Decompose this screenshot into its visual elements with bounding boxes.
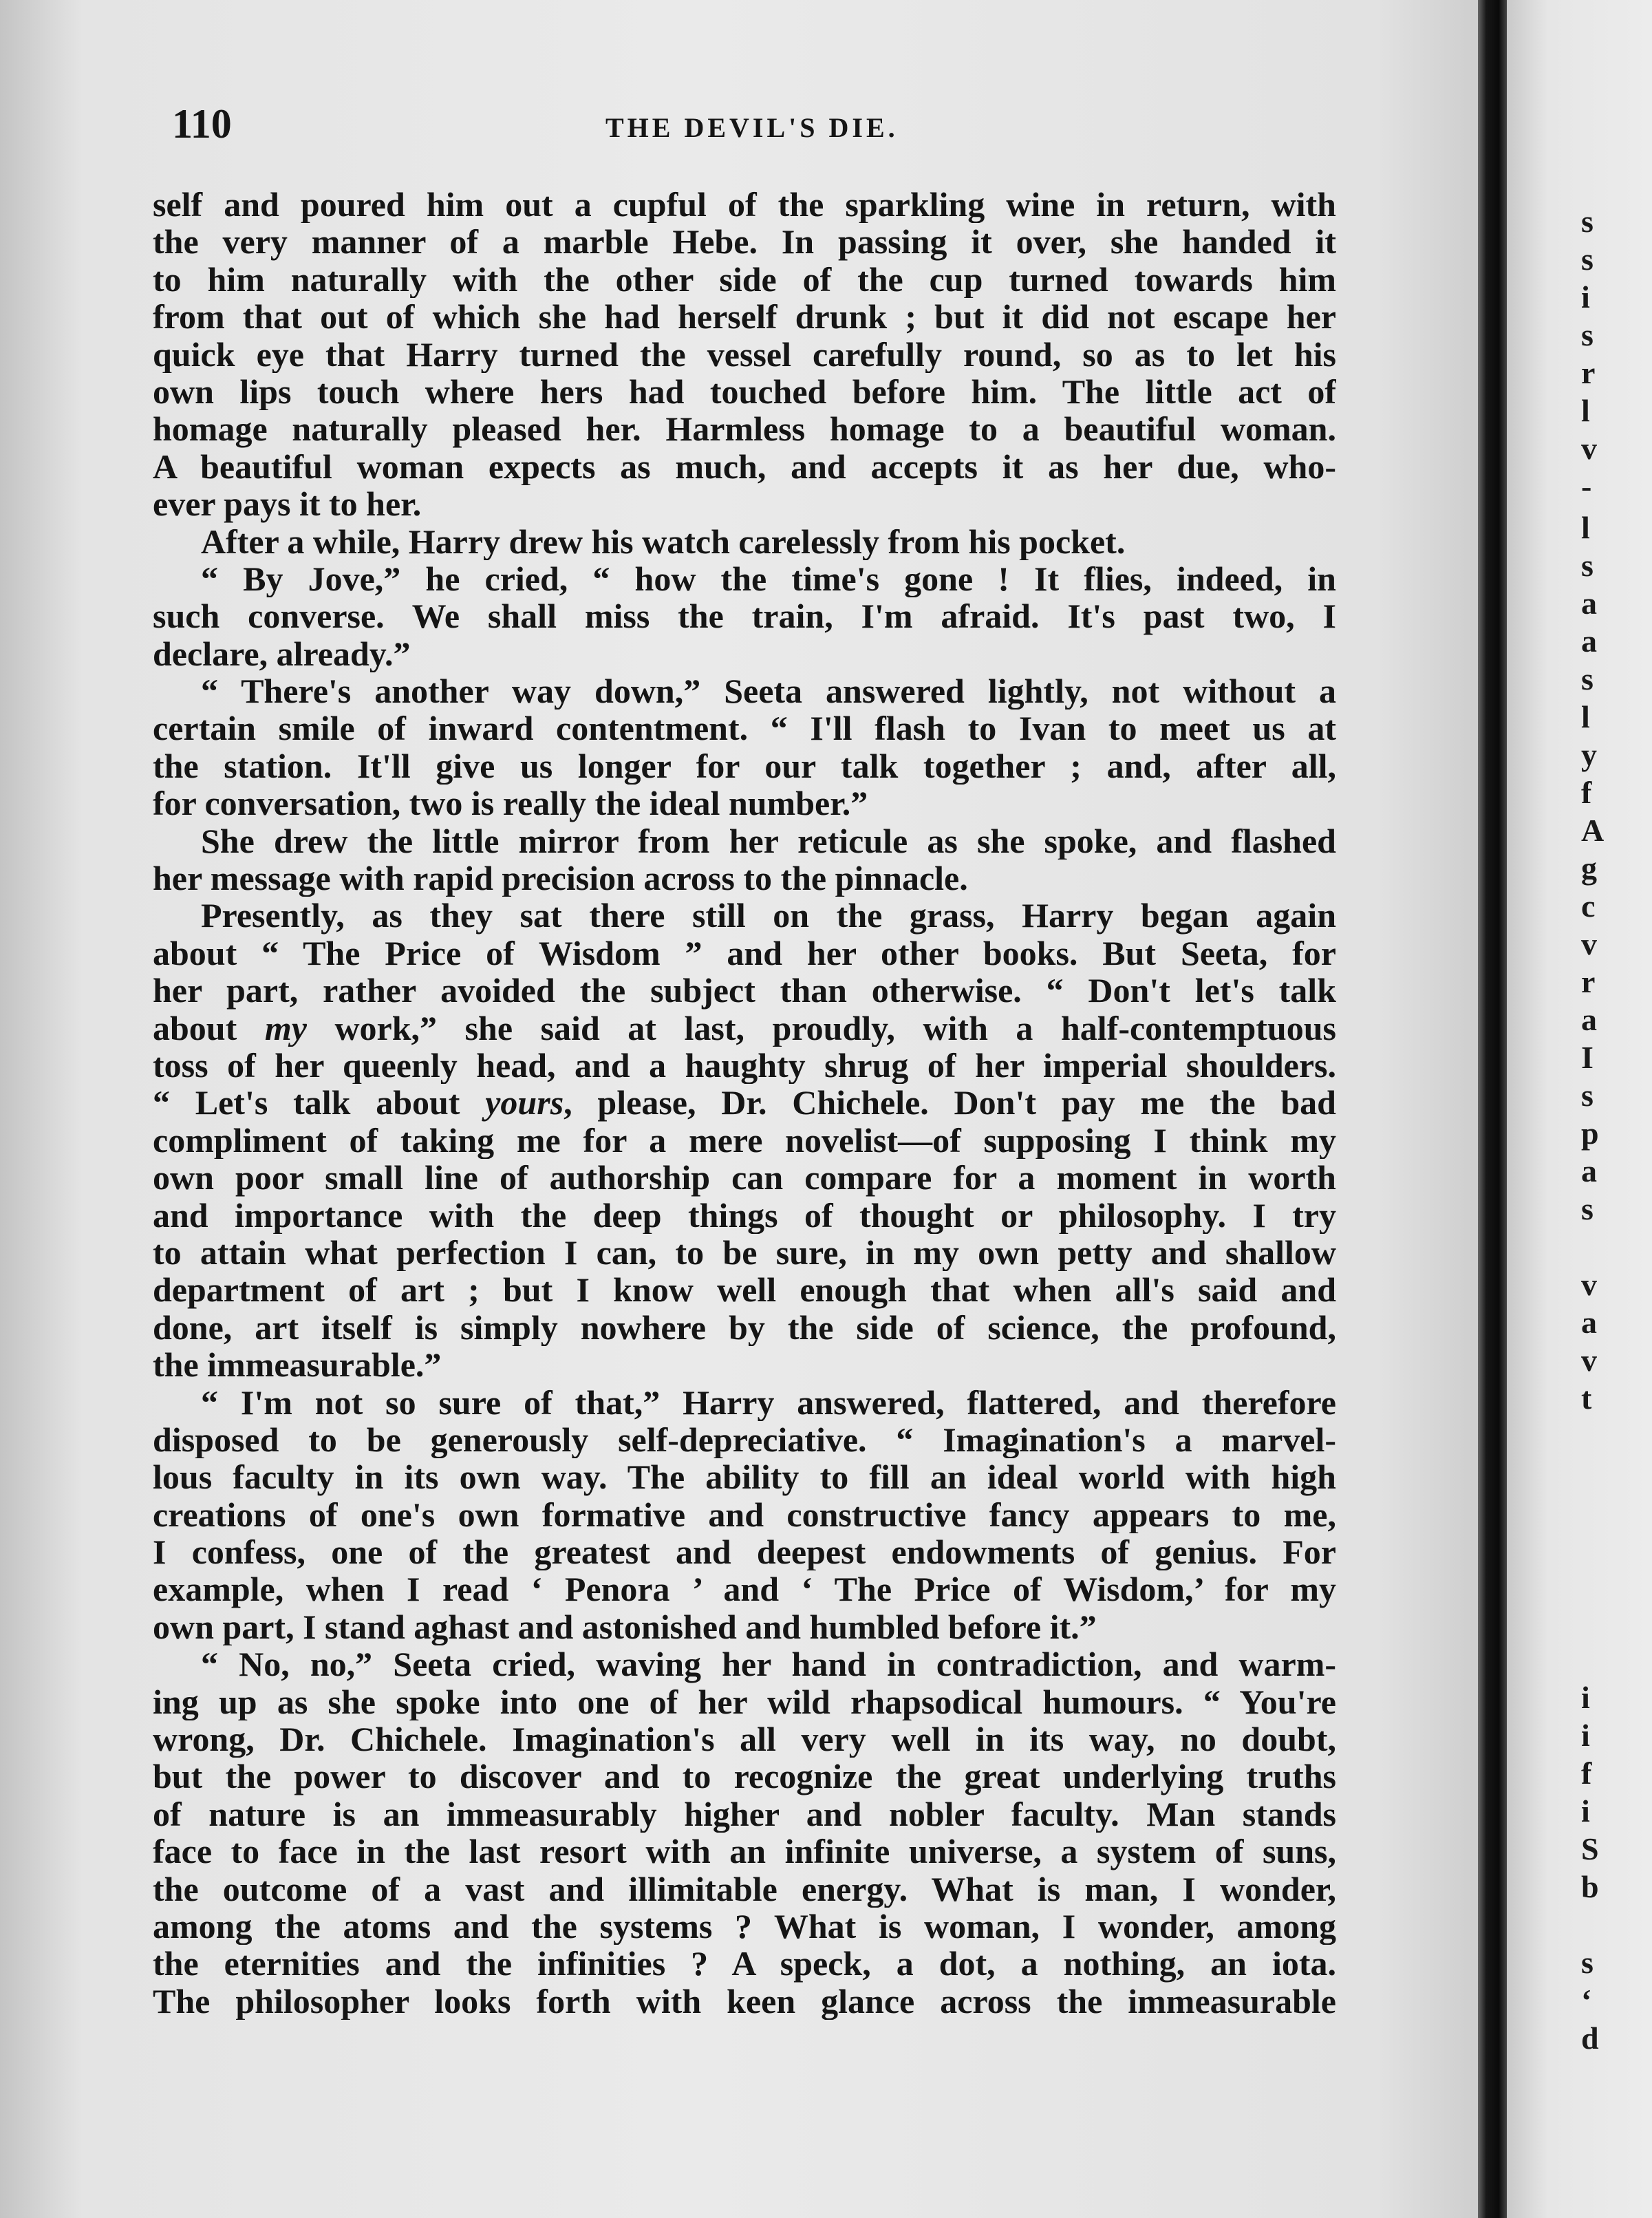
adjacent-page-fragment: a — [1581, 1002, 1597, 1037]
adjacent-page-fragment: l — [1581, 510, 1590, 545]
book-gutter — [1478, 0, 1507, 2218]
adjacent-page-fragment: a — [1581, 623, 1597, 659]
text-line: ever pays it to her. — [153, 485, 422, 523]
adjacent-page-fragment: v — [1581, 1343, 1597, 1378]
text-line: self and poured him out a cupful of the sparkling wine in return, with — [153, 186, 1336, 224]
adjacent-page-fragment: v — [1581, 431, 1597, 466]
adjacent-page-fragment: s — [1581, 1078, 1594, 1113]
adjacent-page-fragment: s — [1581, 1191, 1594, 1226]
text-line: face to face in the last resort with an infinite universe, a system of suns, — [153, 1833, 1336, 1870]
text-line: certain smile of inward contentment. “ I'll flash to Ivan to meet us at — [153, 710, 1336, 747]
text-line: “ Let's talk about yours, please, Dr. Chichele. Don't pay me the bad — [153, 1084, 1336, 1122]
adjacent-page-fragment: s — [1581, 548, 1594, 583]
adjacent-page-fragment: r — [1581, 964, 1596, 999]
adjacent-page-fragment: f — [1581, 775, 1592, 810]
text-line: among the atoms and the systems ? What is woman, I wonder, among — [153, 1907, 1336, 1945]
text-line: A beautiful woman expects as much, and accepts it as her due, who- — [153, 447, 1336, 486]
adjacent-page-fragment: i — [1581, 1680, 1590, 1715]
text-line: the station. It'll give us longer for our talk together ; and, after all, — [153, 747, 1336, 785]
text-line: the very manner of a marble Hebe. In passing it over, she handed it — [153, 223, 1336, 261]
adjacent-page-fragment: i — [1581, 279, 1590, 314]
page-number: 110 — [172, 101, 232, 147]
text-line: the outcome of a vast and illimitable energy. What is man, I wonder, — [153, 1870, 1336, 1908]
text-line: for conversation, two is really the ideal number.” — [153, 785, 868, 822]
text-line: “ By Jove,” he cried, “ how the time's gone ! It flies, indeed, in — [201, 559, 1336, 598]
text-line: to him naturally with the other side of the cup turned towards him — [153, 260, 1336, 299]
text-line: I confess, one of the greatest and deepest endowments of genius. For — [153, 1533, 1336, 1571]
adjacent-page-fragment: a — [1581, 1153, 1597, 1188]
adjacent-page-fragment: f — [1581, 1756, 1592, 1791]
text-line: declare, already.” — [153, 635, 411, 673]
adjacent-page-fragment: s — [1581, 242, 1594, 277]
text-line: The philosopher looks forth with keen glance across the immeasurable — [153, 1982, 1336, 2020]
text-line: wrong, Dr. Chichele. Imagination's all very well in its way, no doubt, — [153, 1720, 1336, 1758]
body-text — [153, 186, 1336, 2020]
adjacent-page-fragment: g — [1581, 851, 1597, 886]
adjacent-page-fragment: p — [1581, 1116, 1599, 1151]
adjacent-page-fragment: a — [1581, 1305, 1597, 1340]
adjacent-page-fragment: d — [1581, 2020, 1599, 2056]
adjacent-page-fragment: r — [1581, 355, 1596, 390]
adjacent-page — [1507, 0, 1652, 2218]
text-line: own poor small line of authorship can compare for a moment in worth — [153, 1159, 1336, 1197]
adjacent-page-fragment: A — [1581, 813, 1605, 848]
text-line: of nature is an immeasurably higher and nobler faculty. Man stands — [153, 1795, 1336, 1833]
text-line: from that out of which she had herself drunk ; but it did not escape her — [153, 298, 1336, 336]
text-line: the eternities and the infinities ? A speck, a dot, a nothing, an iota. — [153, 1945, 1336, 1983]
adjacent-page-fragment: y — [1581, 737, 1597, 772]
adjacent-page-fragment: a — [1581, 586, 1597, 621]
adjacent-page-fragment: s — [1581, 661, 1594, 696]
text-line: She drew the little mirror from her reticule as she spoke, and flashed — [201, 822, 1336, 860]
text-line: such converse. We shall miss the train, I'm afraid. It's past two, I — [153, 597, 1336, 635]
adjacent-page-fragment: s — [1581, 204, 1594, 239]
text-line: ing up as she spoke into one of her wild rhapsodical humours. “ You're — [153, 1683, 1336, 1721]
text-line: her part, rather avoided the subject than otherwise. “ Don't let's talk — [153, 972, 1336, 1010]
adjacent-page-fragment: - — [1581, 469, 1592, 504]
text-line: example, when I read ‘ Penora ’ and ‘ The Price of Wisdom,’ for my — [153, 1570, 1336, 1608]
adjacent-page-fragment: c — [1581, 888, 1596, 924]
text-line: own lips touch where hers had touched before him. The little act of — [153, 372, 1336, 411]
text-line: “ There's another way down,” Seeta answered lightly, not without a — [201, 672, 1336, 710]
text-line: Presently, as they sat there still on the grass, Harry began again — [201, 897, 1336, 935]
adjacent-page-fragment: b — [1581, 1869, 1599, 1904]
text-line: her message with rapid precision across to the pinnacle. — [153, 860, 968, 897]
text-line: toss of her queenly head, and a haughty shrug of her imperial shoulders. — [153, 1046, 1336, 1085]
adjacent-page-fragment: v — [1581, 1267, 1597, 1302]
adjacent-page-fragment: i — [1581, 1793, 1590, 1828]
text-line: about my work,” she said at last, proudly, with a half-contemptuous — [153, 1009, 1336, 1047]
text-line: “ No, no,” Seeta cried, waving her hand in contradiction, and warm- — [201, 1645, 1336, 1683]
text-line: own part, I stand aghast and astonished and humbled before it.” — [153, 1608, 1097, 1646]
text-line: lous faculty in its own way. The ability to fill an ideal world with high — [153, 1458, 1336, 1496]
adjacent-page-fragment: l — [1581, 393, 1590, 428]
text-line: compliment of taking me for a mere novelist—of supposing I think my — [153, 1121, 1336, 1160]
text-line: the immeasurable.” — [153, 1346, 442, 1384]
page-header — [172, 96, 1335, 151]
text-line: about “ The Price of Wisdom ” and her other books. But Seeta, for — [153, 934, 1336, 972]
text-line: disposed to be generously self-depreciative. “ Imagination's a marvel- — [153, 1420, 1336, 1459]
adjacent-page-fragment: ‘ — [1581, 1983, 1592, 2018]
adjacent-page-fragment: S — [1581, 1831, 1599, 1866]
text-line: department of art ; but I know well enough that when all's said and — [153, 1271, 1336, 1309]
text-line: but the power to discover and to recognize the great underlying truths — [153, 1758, 1336, 1795]
text-line: done, art itself is simply nowhere by the side of science, the profound, — [153, 1308, 1336, 1347]
adjacent-page-fragment: s — [1581, 1945, 1594, 1980]
adjacent-page-fragment: I — [1581, 1040, 1594, 1075]
adjacent-page-fragment: i — [1581, 1718, 1590, 1753]
text-line: homage naturally pleased her. Harmless homage to a beautiful woman. — [153, 410, 1336, 448]
adjacent-page-fragment: v — [1581, 926, 1597, 961]
text-line: quick eye that Harry turned the vessel carefully round, so as to let his — [153, 335, 1336, 373]
adjacent-page-fragment: s — [1581, 317, 1594, 352]
adjacent-page-fragment: l — [1581, 699, 1590, 734]
text-line: creations of one's own formative and constructive fancy appears to me, — [153, 1495, 1336, 1534]
text-line: “ I'm not so sure of that,” Harry answered, flattered, and therefore — [201, 1383, 1336, 1421]
text-line: to attain what perfection I can, to be sure, in my own petty and shallow — [153, 1233, 1336, 1272]
text-line: and importance with the deep things of thought or philosophy. I try — [153, 1196, 1336, 1234]
running-title: THE DEVIL'S DIE. — [605, 112, 899, 143]
adjacent-page-fragment: t — [1581, 1380, 1592, 1416]
text-line: After a while, Harry drew his watch carelessly from his pocket. — [201, 522, 1126, 560]
